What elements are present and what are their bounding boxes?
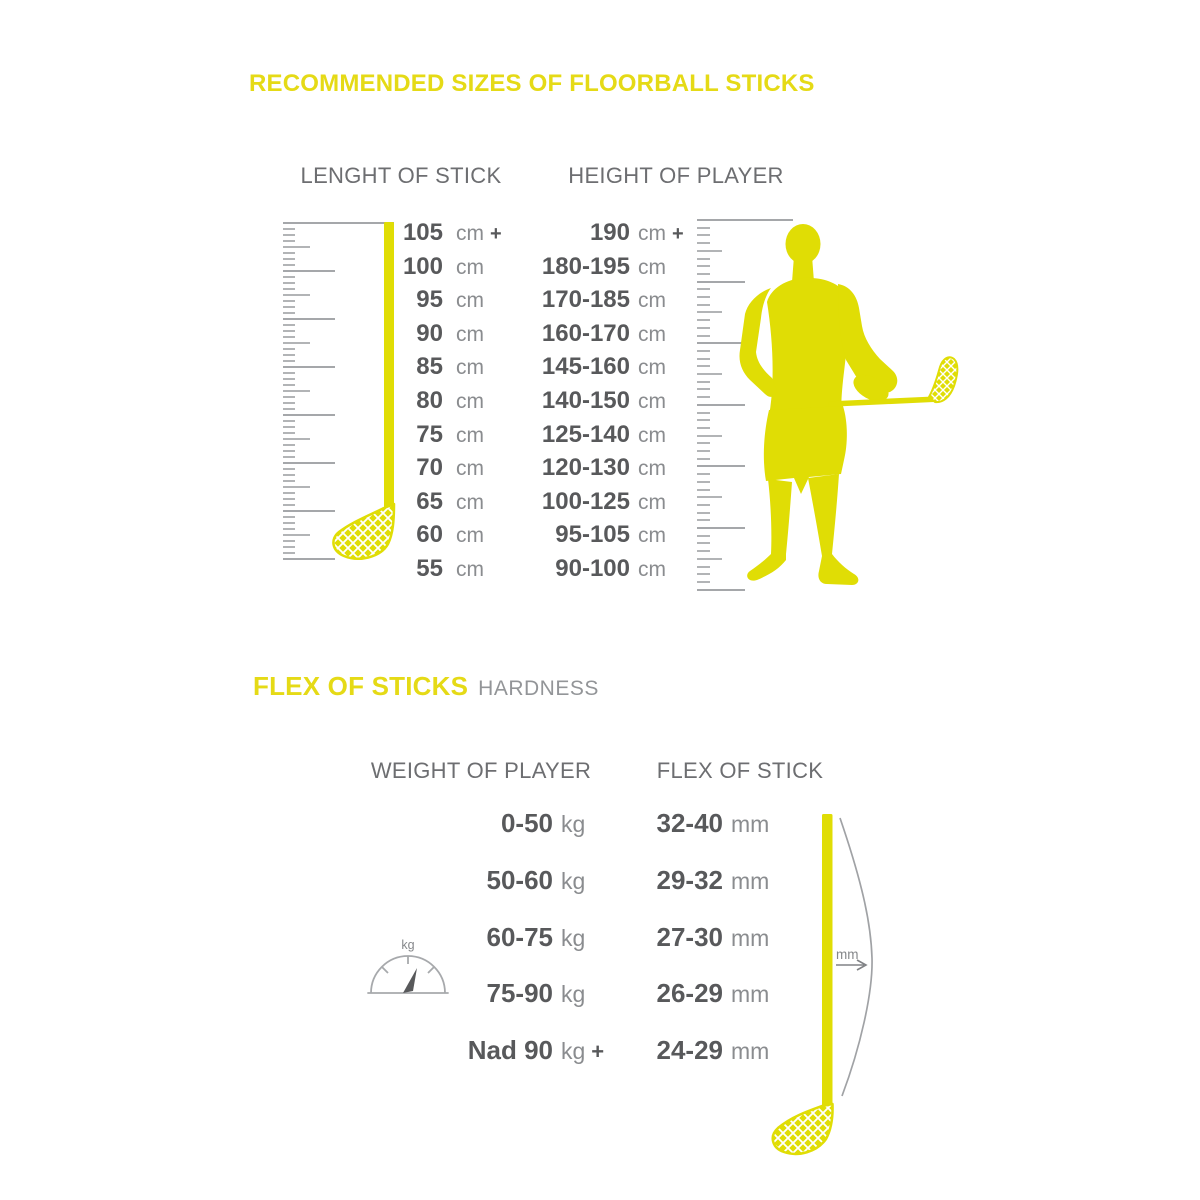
stick-length-number: 60 <box>416 521 443 549</box>
player-height-number: 90-100 <box>555 555 630 582</box>
player-height-value <box>450 453 666 483</box>
player-height-unit: cm <box>638 356 666 380</box>
ruler-tick <box>283 282 295 284</box>
stick-length-number: 85 <box>416 353 443 381</box>
ruler-tick <box>697 504 710 506</box>
stick-flex-unit: mm <box>731 1038 770 1065</box>
stick-flex-value <box>593 865 769 895</box>
player-weight-unit: kg <box>561 1038 586 1065</box>
ruler-tick <box>697 589 745 591</box>
player-height-number: 145-160 <box>541 353 630 381</box>
stick-flex-value <box>593 1035 769 1065</box>
player-height-number: 190 <box>589 219 630 246</box>
ruler-tick <box>697 273 710 275</box>
player-height-number: 120-130 <box>541 454 630 482</box>
stick-flex-value <box>593 808 769 838</box>
ruler-tick <box>697 427 710 429</box>
ruler-tick <box>697 396 710 398</box>
gauge-kg-label: kg <box>401 938 415 952</box>
stick-length-unit: cm <box>456 289 484 313</box>
flex-stick-bend-icon <box>758 808 893 1173</box>
player-height-value <box>450 252 666 282</box>
stick-length-unit: cm <box>456 390 484 413</box>
stick-length-header: LENGHT OF STICK <box>300 163 502 188</box>
ruler-tick <box>697 489 710 491</box>
ruler-tick <box>697 327 710 329</box>
player-height-value <box>450 520 666 550</box>
stick-length-number: 70 <box>416 454 443 482</box>
player-weight-number: 75-90 <box>486 978 553 1009</box>
player-height-number: 95-105 <box>555 521 630 549</box>
player-weight-value <box>353 865 585 895</box>
player-height-unit: cm <box>638 457 666 481</box>
player-weight-number: 50-60 <box>486 864 553 895</box>
player-height-value <box>450 218 684 248</box>
player-weight-number: Nad 90 <box>467 1035 553 1066</box>
page-title: RECOMMENDED SIZES OF FLOORBALL STICKS <box>249 70 815 97</box>
ruler-tick <box>697 542 710 544</box>
player-silhouette-icon <box>735 222 985 587</box>
stick-length-number: 95 <box>416 286 443 314</box>
player-height-unit: cm <box>638 289 666 313</box>
stick-length-number: 75 <box>416 420 443 448</box>
ruler-tick <box>697 358 710 360</box>
stick-flex-number: 24-29 <box>656 1035 723 1066</box>
player-height-unit: cm <box>638 322 666 346</box>
player-weight-unit: kg <box>561 981 586 1008</box>
flex-title: FLEX OF STICKS <box>253 671 469 701</box>
stick-length-plus: + <box>490 223 502 245</box>
ruler-tick <box>697 573 710 575</box>
ruler-tick <box>697 535 710 537</box>
flex-section-heading <box>253 671 599 702</box>
ruler-tick <box>697 242 710 244</box>
ruler-tick <box>697 350 710 352</box>
stick-flex-number: 27-30 <box>656 921 723 952</box>
stick-length-number: 90 <box>416 319 443 347</box>
stick-flex-unit: mm <box>731 924 770 951</box>
ruler-tick <box>697 219 793 221</box>
ruler-tick <box>697 227 710 229</box>
player-height-unit: cm <box>638 423 666 447</box>
ruler-tick <box>697 519 710 521</box>
player-height-number: 125-140 <box>541 420 630 448</box>
ruler-tick <box>697 473 710 475</box>
ruler-tick <box>697 412 710 414</box>
ruler-tick <box>697 450 710 452</box>
player-height-unit: cm <box>638 222 666 245</box>
player-height-value <box>450 352 666 382</box>
bend-mm-label: mm <box>836 947 859 962</box>
ruler-tick <box>697 381 710 383</box>
ruler-tick <box>697 496 722 498</box>
ruler-tick <box>697 373 722 375</box>
player-height-number: 180-195 <box>541 252 630 280</box>
player-weight-value <box>353 808 585 838</box>
ruler-tick <box>697 458 710 460</box>
stick-length-number: 65 <box>416 487 443 515</box>
flex-header: FLEX OF STICK <box>656 758 824 783</box>
stick-flex-number: 32-40 <box>656 808 723 838</box>
stick-length-unit: cm <box>456 222 484 245</box>
player-height-unit: cm <box>638 255 666 279</box>
weight-gauge-icon <box>363 933 455 1001</box>
player-height-value <box>450 319 666 349</box>
stick-flex-unit: mm <box>731 811 770 837</box>
player-height-header: HEIGHT OF PLAYER <box>568 163 784 188</box>
flex-subtitle: HARDNESS <box>478 677 599 700</box>
player-height-plus: + <box>672 223 684 245</box>
stick-length-unit: cm <box>456 558 484 581</box>
ruler-tick <box>697 234 710 236</box>
ruler-tick <box>697 481 710 483</box>
ruler-tick <box>697 311 722 313</box>
stick-length-number: 80 <box>416 387 443 414</box>
ruler-tick <box>697 335 710 337</box>
stick-flex-number: 29-32 <box>656 864 723 895</box>
ruler-tick <box>697 566 710 568</box>
player-height-value <box>450 285 666 315</box>
stick-flex-value <box>593 922 769 952</box>
stick-length-unit: cm <box>456 490 484 514</box>
stick-length-number: 100 <box>402 252 443 280</box>
stick-length-number: 105 <box>402 219 443 246</box>
stick-length-unit: cm <box>456 356 484 380</box>
player-height-unit: cm <box>638 490 666 514</box>
player-weight-unit: kg <box>561 811 586 837</box>
stick-length-unit: cm <box>456 524 484 548</box>
stick-length-number: 55 <box>416 555 443 582</box>
player-height-value <box>450 554 666 584</box>
player-weight-number: 0-50 <box>500 808 553 838</box>
ruler-tick <box>697 512 710 514</box>
stick-length-unit: cm <box>456 457 484 481</box>
weight-header: WEIGHT OF PLAYER <box>370 758 592 783</box>
stick-length-unit: cm <box>456 322 484 346</box>
ruler-tick <box>697 319 710 321</box>
stick-flex-value <box>593 978 769 1008</box>
player-height-number: 100-125 <box>541 487 630 515</box>
stick-length-unit: cm <box>456 423 484 447</box>
ruler-tick <box>697 365 710 367</box>
ruler-tick <box>697 296 710 298</box>
ruler-tick <box>697 258 710 260</box>
player-weight-unit: kg <box>561 924 586 951</box>
ruler-tick <box>697 288 710 290</box>
ruler-tick <box>697 581 710 583</box>
player-weight-value <box>353 1035 604 1065</box>
player-height-number: 140-150 <box>541 387 630 414</box>
player-height-value <box>450 386 666 416</box>
player-weight-number: 60-75 <box>486 921 553 952</box>
player-height-value <box>450 487 666 517</box>
stick-flex-unit: mm <box>731 981 770 1008</box>
player-weight-plus: + <box>591 1039 605 1065</box>
ruler-tick <box>697 550 710 552</box>
stick-length-unit: cm <box>456 255 484 279</box>
ruler-tick <box>697 558 722 560</box>
stick-flex-number: 26-29 <box>656 978 723 1009</box>
player-height-number: 160-170 <box>541 319 630 347</box>
stick-flex-unit: mm <box>731 867 770 894</box>
player-weight-unit: kg <box>561 867 586 894</box>
ruler-tick <box>697 304 710 306</box>
ruler-tick <box>697 442 710 444</box>
player-height-unit: cm <box>638 558 666 581</box>
ruler-tick <box>697 419 710 421</box>
player-height-unit: cm <box>638 524 666 548</box>
player-height-number: 170-185 <box>541 286 630 314</box>
ruler-tick <box>697 250 722 252</box>
ruler-tick <box>283 450 295 452</box>
player-height-value <box>450 420 666 450</box>
ruler-tick <box>697 388 710 390</box>
player-height-unit: cm <box>638 390 666 413</box>
ruler-tick <box>697 435 722 437</box>
ruler-tick <box>697 265 710 267</box>
